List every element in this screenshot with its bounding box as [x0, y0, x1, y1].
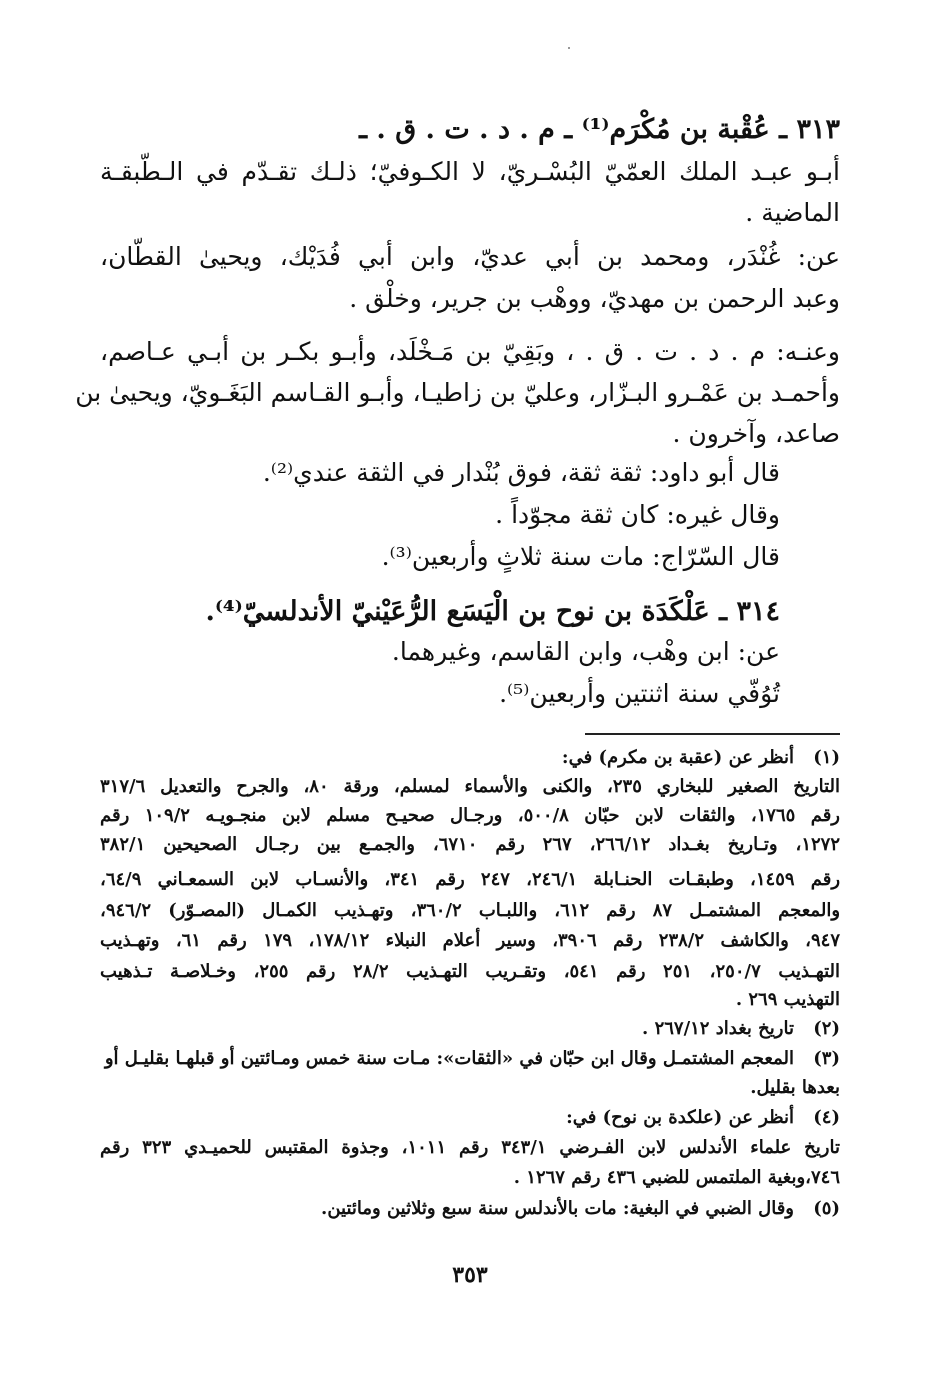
entry-313-line-5: وعنـه: م . د . ت . ق . ، وبَقِيّ بن مَـخْلَد، وأبـو بكـر بن أبـي عـاصم، — [100, 337, 840, 366]
footnote-3-number: (٣) — [813, 1048, 840, 1069]
entry-313-line-1: أبـو عبـد الملك العمّيّ البُسْـريّ، لا الكـوفيّ؛ ذلـك تقـدّم في الـطّبقـة — [100, 157, 840, 186]
footnote-5 — [100, 1194, 840, 1223]
footnote-4-line-3: ٧٤٦،وبغية الملتمس للضبي ٤٣٦ رقم ١٢٦٧ . — [513, 1167, 840, 1188]
footnote-1 — [100, 743, 840, 772]
footnote-1-number: (١) — [813, 747, 840, 768]
entry-313-line-4: وعبد الرحمن بن مهديّ، ووهْب بن جرير، وخلْق . — [349, 284, 840, 313]
footnote-5-number: (٥) — [813, 1198, 840, 1219]
scan-speck — [568, 47, 570, 49]
footnote-4-number: (٤) — [813, 1107, 840, 1128]
footnote-3-line-2: بعدها بقليل. — [750, 1077, 840, 1098]
entry-313-quote-2: وقال غيره: كان ثقة مجوّداً . — [495, 500, 780, 529]
entry-313-quote-3: قال السّرّاج: مات سنة ثلاثٍ وأربعين⁽³⁾. — [381, 542, 780, 571]
footnote-3-line-1: المعجم المشتمـل وقال ابن حبّان في «الثقات»: مـات سنة خمس ومـائتين أو قبلهـا بقليـل أو — [104, 1048, 794, 1069]
footnote-1-line-3: رقم ١٧٦٥، والثقات لابن حبّان ٥٠٠/٨، ورجـال صحيـح مسلم لابن منجـويـه ١٠٩/٢ رقم — [100, 805, 840, 826]
footnote-1-line-6: والمعجم المشتمـل ٨٧ رقم ٦١٢، واللبـاب ٣٦٠/٢، وتهـذيب الكمـال (المصـوّر) ٩٤٦/٢، — [100, 900, 841, 921]
footnote-1-line-5: رقم ١٤٥٩، وطبقـات الحنـابلة ٢٤٦/١، ٢٤٧ رقم ٣٤١، والأنسـاب لابن السمعـاني ٦٤/٩، — [100, 869, 841, 890]
footnote-5-line-1: وقال الضبي في البغية: مات بالأندلس سنة سبع وثلاثين ومائتين. — [321, 1198, 794, 1219]
entry-313-line-7: صاعد، وآخرون . — [672, 419, 840, 448]
entry-313-line-6: وأحمـد بن عَمْـرو البـزّار، وعليّ بن زاطيـا، وأبـو القـاسم البَغَـويّ، ويحيىٰ بن — [75, 378, 840, 407]
footnote-separator — [585, 733, 840, 735]
footnote-2-number: (٢) — [813, 1018, 840, 1039]
footnote-1-line-4: ١٢٧٢، وتـاريخ بغـداد ٢٦٦/١٢، ٢٦٧ رقم ٦٧١٠، والجمـع بين رجـال الصحيحين ٣٨٢/١ — [100, 834, 841, 855]
entry-313-heading: ٣١٣ ـ عُقْبة بن مُكْرَم⁽¹⁾ ـ م . د . ت . ق . ـ — [359, 114, 840, 145]
footnote-2-line-1: تاريخ بغداد ٢٦٧/١٢ . — [642, 1018, 794, 1039]
entry-314-heading: ٣١٤ ـ عَلْكَدَة بن نوح بن الْيَسَع الرُّعَيْنيّ الأندلسيّ⁽⁴⁾. — [205, 596, 780, 627]
footnote-3 — [100, 1044, 840, 1073]
footnote-1-line-7: ٩٤٧، والكاشف ٢٣٨/٢ رقم ٣٩٠٦، وسير أعلام النبلاء ١٧٨/١٢، ١٧٩ رقم ٦١، وتهـذيب — [100, 930, 841, 951]
page-number: ٣٥٣ — [452, 1262, 488, 1288]
footnote-2 — [100, 1014, 840, 1043]
footnote-1-line-8: التهـذيب ٢٥٠/٧، ٢٥١ رقم ٥٤١، وتقـريب التهـذيب ٢٨/٢ رقم ٢٥٥، وخـلاصـة تـذهيب — [100, 961, 840, 982]
footnote-1-line-1: أنظر عن (عقبة بن مكرم) في: — [561, 747, 794, 768]
footnote-1-line-9: التهذيب ٢٦٩ . — [735, 989, 840, 1010]
entry-314-line-2: تُوُفّي سنة اثنتين وأربعين⁽⁵⁾. — [499, 679, 780, 708]
footnote-4-line-1: أنظر عن (علكدة بن نوح) في: — [566, 1107, 794, 1128]
entry-313-quote-1: قال أبو داود: ثقة ثقة، فوق بُنْدار في الثقة عندي⁽²⁾. — [262, 458, 780, 487]
entry-314-line-1: عن: ابن وهْب، وابن القاسم، وغيرهما. — [391, 637, 780, 666]
entry-313-line-2: الماضية . — [745, 198, 840, 227]
footnote-4 — [100, 1103, 840, 1132]
entry-313-line-3: عن: غُنْدَر، ومحمد بن أبي عديّ، وابن أبي فُدَيْك، ويحيىٰ القطّان، — [100, 242, 840, 271]
footnote-1-line-2: التاريخ الصغير للبخاري ٢٣٥، والكنى والأسماء لمسلم، ورقة ٨٠، والجرح والتعديل ٣١٧/٦ — [100, 776, 840, 797]
footnote-4-line-2: تاريخ علماء الأندلس لابن الفـرضي ٣٤٣/١ رقم ١٠١١، وجذوة المقتبس للحميـدي ٣٢٣ رقم — [100, 1137, 840, 1158]
